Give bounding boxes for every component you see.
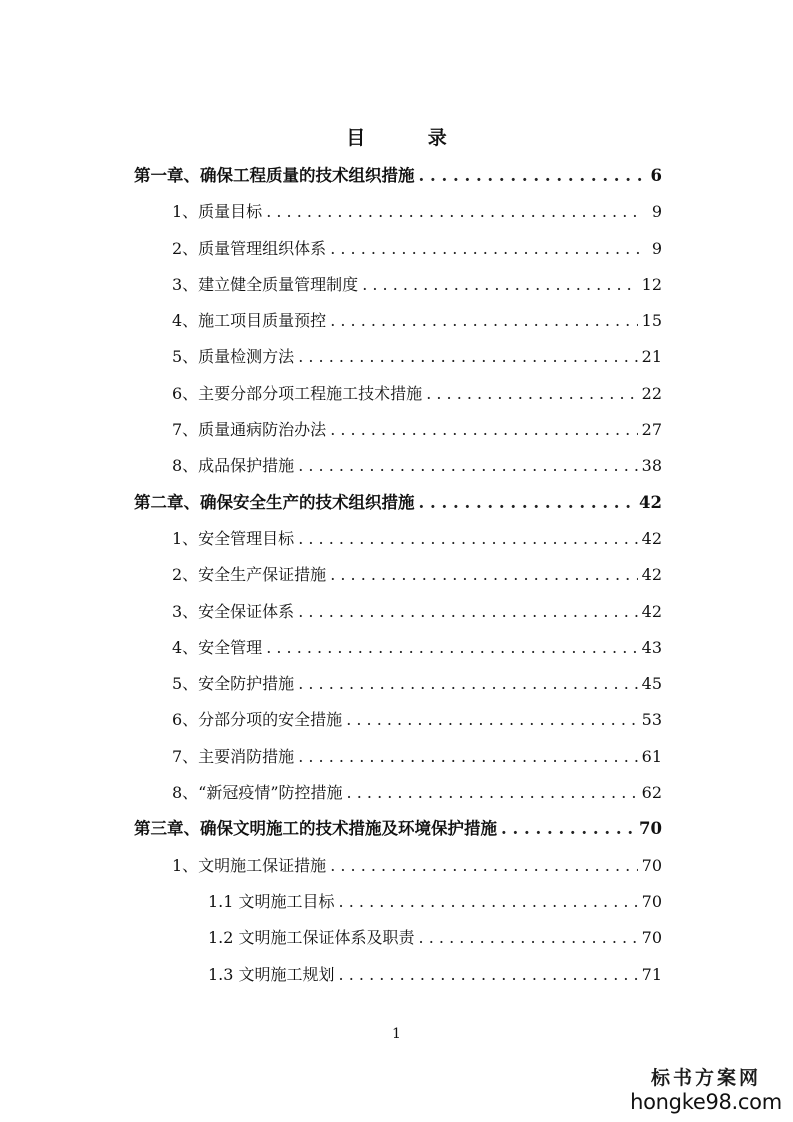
toc-dot-leader <box>298 448 637 484</box>
toc-dot-leader <box>330 303 637 339</box>
toc-entry-page: 70 <box>641 855 662 875</box>
toc-entry-title: 第二章、确保安全生产的技术组织措施 <box>134 492 415 512</box>
toc-entry-page: 62 <box>641 783 662 803</box>
toc-entry-title: 7、主要消防措施 <box>172 746 295 766</box>
toc-entry-section[interactable] <box>134 666 662 702</box>
toc-entry-title: 4、安全管理 <box>172 637 263 657</box>
toc-entry-page: 43 <box>641 637 662 657</box>
toc-dot-leader <box>419 485 636 521</box>
table-of-contents <box>134 158 662 993</box>
toc-entry-page: 21 <box>641 347 662 367</box>
toc-entry-section[interactable] <box>134 848 662 884</box>
toc-entry-page: 70 <box>641 928 662 948</box>
toc-entry-title: 8、“新冠疫情”防控措施 <box>172 783 343 803</box>
toc-entry-title: 1.1 文明施工目标 <box>208 891 335 911</box>
toc-entry-title: 2、安全生产保证措施 <box>172 565 327 585</box>
toc-dot-leader <box>346 702 637 738</box>
toc-entry-page: 53 <box>641 710 662 730</box>
toc-entry-page: 42 <box>641 565 662 585</box>
toc-dot-leader <box>362 267 637 303</box>
toc-entry-page: 22 <box>641 383 662 403</box>
toc-entry-section[interactable] <box>134 267 662 303</box>
toc-entry-section[interactable] <box>134 412 662 448</box>
toc-dot-leader <box>419 920 638 956</box>
toc-entry-title: 1、质量目标 <box>172 202 263 222</box>
toc-entry-page: 42 <box>641 528 662 548</box>
toc-entry-title: 1.3 文明施工规划 <box>208 964 335 984</box>
toc-entry-title: 5、质量检测方法 <box>172 347 295 367</box>
toc-entry-page: 70 <box>641 891 662 911</box>
toc-entry-title: 2、质量管理组织体系 <box>172 238 327 258</box>
toc-entry-page: 45 <box>641 674 662 694</box>
toc-entry-page: 71 <box>641 964 662 984</box>
toc-entry-title: 第一章、确保工程质量的技术组织措施 <box>134 166 415 185</box>
toc-dot-leader <box>266 194 642 230</box>
toc-entry-page: 12 <box>641 274 662 294</box>
toc-entry-section[interactable] <box>134 194 662 230</box>
toc-entry-section[interactable] <box>134 594 662 630</box>
watermark-logo <box>626 1066 786 1114</box>
toc-dot-leader <box>501 811 635 847</box>
toc-entry-page: 15 <box>641 311 662 331</box>
toc-entry-chapter[interactable] <box>134 158 662 194</box>
toc-dot-leader <box>339 957 638 993</box>
toc-dot-leader <box>330 412 637 448</box>
toc-entry-page: 38 <box>641 456 662 476</box>
toc-dot-leader <box>426 376 637 412</box>
toc-entry-section[interactable] <box>134 303 662 339</box>
toc-entry-section[interactable] <box>134 376 662 412</box>
toc-entry-page: 42 <box>641 601 662 621</box>
watermark-name: 标书方案网 <box>650 1067 761 1089</box>
toc-entry-section[interactable] <box>134 339 662 375</box>
toc-entry-title: 1、安全管理目标 <box>172 528 295 548</box>
toc-entry-page: 42 <box>639 492 662 512</box>
toc-entry-title: 5、安全防护措施 <box>172 674 295 694</box>
toc-entry-section[interactable] <box>134 739 662 775</box>
toc-entry-chapter[interactable] <box>134 811 662 847</box>
toc-entry-sub[interactable] <box>134 920 662 956</box>
toc-entry-title: 1.2 文明施工保证体系及职责 <box>208 928 415 948</box>
toc-entry-title: 3、建立健全质量管理制度 <box>172 274 359 294</box>
toc-dot-leader <box>266 630 637 666</box>
toc-dot-leader <box>330 557 637 593</box>
toc-title: 目 录 <box>346 127 475 149</box>
toc-dot-leader <box>330 231 642 267</box>
toc-entry-title: 8、成品保护措施 <box>172 456 295 476</box>
toc-dot-leader <box>298 339 637 375</box>
toc-dot-leader <box>330 848 637 884</box>
toc-entry-section[interactable] <box>134 630 662 666</box>
toc-entry-page: 27 <box>641 420 662 440</box>
toc-dot-leader <box>339 884 638 920</box>
toc-entry-page: 61 <box>641 746 662 766</box>
toc-dot-leader <box>298 739 637 775</box>
watermark-url: hongke98.com <box>630 1090 782 1114</box>
toc-dot-leader <box>419 158 643 194</box>
toc-dot-leader <box>347 775 638 811</box>
toc-entry-title: 1、文明施工保证措施 <box>172 855 327 875</box>
toc-dot-leader <box>298 594 637 630</box>
toc-entry-chapter[interactable] <box>134 485 662 521</box>
toc-entry-title: 4、施工项目质量预控 <box>172 311 327 331</box>
toc-entry-sub[interactable] <box>134 884 662 920</box>
toc-entry-page: 6 <box>650 166 662 185</box>
toc-entry-title: 第三章、确保文明施工的技术措施及环境保护措施 <box>134 819 497 839</box>
toc-entry-section[interactable] <box>134 775 662 811</box>
toc-entry-section[interactable] <box>134 231 662 267</box>
toc-entry-title: 6、分部分项的安全措施 <box>172 710 343 730</box>
page-number: 1 <box>392 1026 401 1042</box>
toc-entry-page: 9 <box>651 202 662 222</box>
toc-entry-section[interactable] <box>134 702 662 738</box>
toc-entry-title: 7、质量通病防治办法 <box>172 420 327 440</box>
toc-entry-page: 70 <box>639 819 662 839</box>
toc-entry-title: 6、主要分部分项工程施工技术措施 <box>172 383 423 403</box>
toc-entry-title: 3、安全保证体系 <box>172 601 295 621</box>
toc-entry-section[interactable] <box>134 448 662 484</box>
toc-entry-section[interactable] <box>134 557 662 593</box>
toc-entry-section[interactable] <box>134 521 662 557</box>
toc-dot-leader <box>298 666 637 702</box>
toc-entry-sub[interactable] <box>134 957 662 993</box>
toc-dot-leader <box>298 521 637 557</box>
toc-entry-page: 9 <box>651 238 662 258</box>
